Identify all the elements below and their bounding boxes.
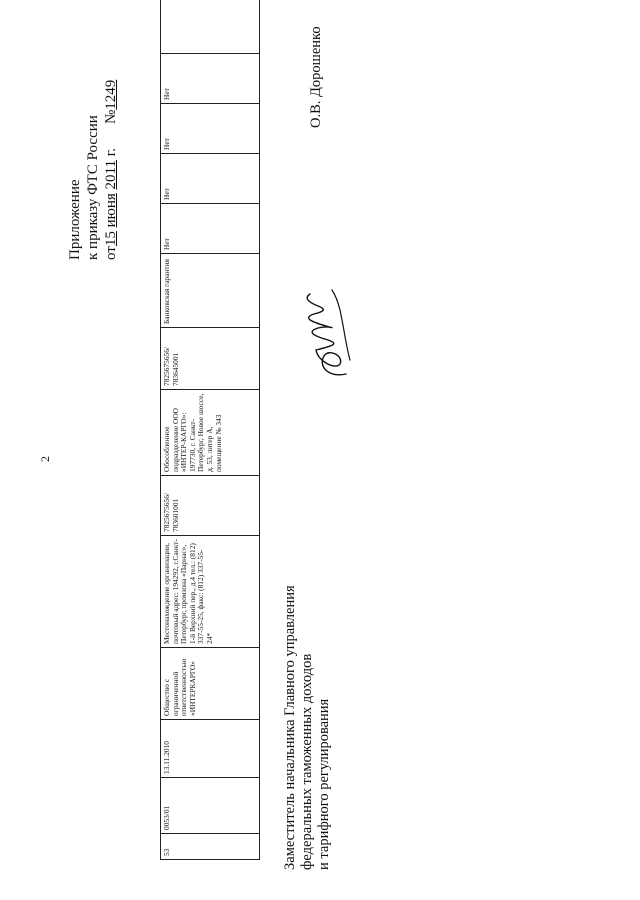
cell-organization-name: Общество с ограниченной ответственностью «ИНТЕРКАРГО» [161, 648, 260, 720]
signatory-title-line: и тарифного регулирования [316, 698, 332, 870]
cell-security-type: Банковская гарантия [161, 254, 260, 328]
signatory-title [282, 585, 333, 870]
cell-date: 13.11.2010 [161, 720, 260, 778]
cell-branch-address: Обособленное подразделение ООО «ИНТЕР-КАРГО»: 197730, г. Санкт-Петербург, Новое шоссе, д. 53, литер А, помещение № 343 [161, 390, 260, 476]
signatory-title-line: федеральных таможенных доходов [299, 653, 315, 870]
cell-inn-kpp: 7825675656/ 783601001 [161, 476, 260, 536]
cell-row-number: 53 [161, 834, 260, 860]
signer-name: О.В. Дорошенко [308, 26, 324, 128]
order-number: 1249 [103, 79, 119, 110]
cell-empty [161, 0, 260, 54]
cell-flag-3: Нет [161, 104, 260, 154]
appendix-order-ref: к приказу ФТС России [85, 115, 101, 260]
appendix-title: Приложение [67, 179, 83, 260]
signatory-title-line: Заместитель начальника Главного управления [282, 585, 298, 870]
cell-branch-inn-kpp: 7825675656/ 783645001 [161, 328, 260, 390]
order-year: 2011 [103, 160, 119, 190]
page-number: 2 [38, 456, 52, 462]
cell-registration-number: 0053/01 [161, 778, 260, 834]
cell-address: Местонахождение организации, почтовый адрес: 194292, г.Санкт-Петербург, промзона «Парнас», 1-й Верхний пер., д.4 тел.: (812) 337-55-25, факс: (812) 337-55-24* [161, 536, 260, 648]
order-month: июня [103, 193, 119, 228]
appendix-header [66, 80, 120, 260]
cell-flag-4: Нет [161, 54, 260, 104]
handwritten-signature [288, 288, 362, 380]
cell-flag-2: Нет [161, 154, 260, 204]
appendix-date-line: от15 июня 2011 г.№1249 [103, 79, 119, 260]
registry-table [160, 0, 260, 860]
order-day: 15 [103, 231, 119, 247]
table-row [161, 0, 260, 860]
cell-flag-1: Нет [161, 204, 260, 254]
